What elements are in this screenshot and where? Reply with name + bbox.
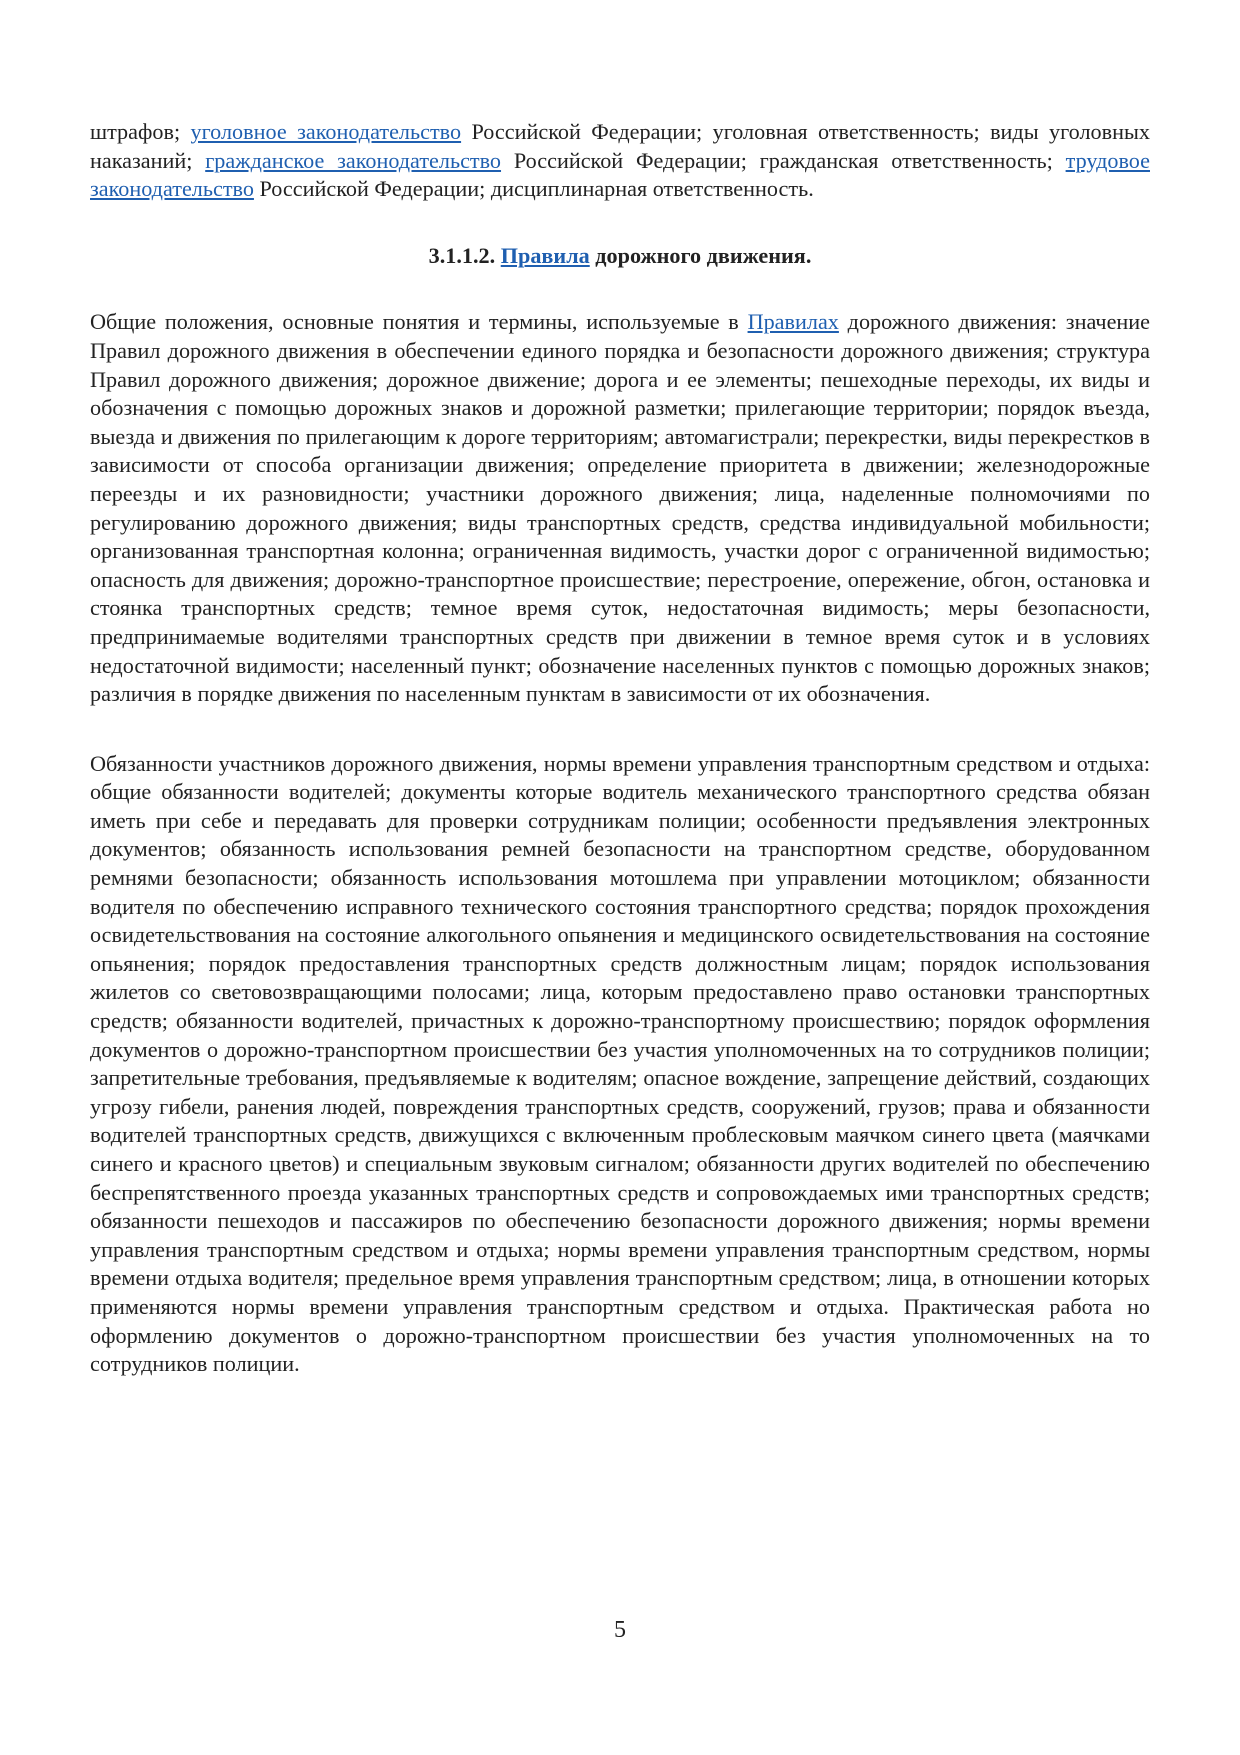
paragraph1-text-2: дорожного движения: значение Правил дорожного движения в обеспечении единого порядка и безопасности дорожного движения; структура Правил дорожного движения; дорожное движение; дорога и ее элементы; пешеходные переходы, их виды и обозначения с помощью дорожных знаков и дорожной разметки; прилегающие территории; порядок въезда, выезда и движения по прилегающим к дороге территориям; автомагистрали; перекрестки, виды перекрестков в зависимости от способа организации движения; определение приоритета в движении; железнодорожные переезды и их разновидности; участники дорожного движения; лица, наделенные полномочиями по регулированию дорожного движения; виды транспортных средств, средства индивидуальной мобильности; организованная транспортная колонна; ограниченная видимость, участки дорог с ограниченной видимостью; опасность для движения; дорожно-транспортное происшествие; перестроение, опережение, обгон, остановка и стоянка транспортных средств; темное время суток, недостаточная видимость; меры безопасности, предпринимаемые водителями транспортных средств при движении в темное время суток и в условиях недостаточной видимости; населенный пункт; обозначение населенных пунктов с помощью дорожных знаков; различия в порядке движения по населенным пунктам в зависимости от их обозначения. (90, 309, 1151, 707)
link-criminal-law[interactable]: уголовное законодательство (190, 119, 462, 144)
paragraph1-text-1: Общие положения, основные понятия и термины, используемые в (90, 309, 748, 335)
link-civil-law[interactable]: гражданское законодательство (205, 147, 502, 173)
duties-paragraph: Обязанности участников дорожного движения, нормы времени управления транспортным средством и отдыха: общие обязанности водителей; документы которые водитель механического транспортного средства обязан иметь при себе и передавать для проверки сотрудникам полиции; особенности предъявления электронных документов; обязанность использования ремней безопасности на транспортном средстве, оборудованном ремнями безопасности; обязанность использования мотошлема при управлении мотоциклом; обязанности водителя по обеспечению исправного технического состояния транспортного средства; порядок прохождения освидетельствования на состояние алкогольного опьянения и медицинского освидетельствования на состояние опьянения; порядок предоставления транспортных средств должностным лицам; порядок использования жилетов со световозвращающими полосами; лица, которым предоставлено право остановки транспортных средств; обязанности водителей, причастных к дорожно-транспортному происшествию; порядок оформления документов о дорожно-транспортном происшествии без участия уполномоченных на то сотрудников полиции; запретительные требования, предъявляемые к водителям; опасное вождение, запрещение действий, создающих угрозу гибели, ранения людей, повреждения транспортных средств, сооружений, грузов; права и обязанности водителей транспортных средств, движущихся с включенным проблесковым маячком синего цвета (маячками синего и красного цветов) и специальным звуковым сигналом; обязанности других водителей по обеспечению беспрепятственного проезда указанных транспортных средств и сопровождаемых ими транспортных средств; обязанности пешеходов и пассажиров по обеспечению безопасности дорожного движения; нормы времени управления транспортным средством и отдыха; нормы времени управления транспортным средством, нормы времени отдыха водителя; предельное время управления транспортным средством; лица, в отношении которых применяются нормы времени управления транспортным средством и отдыха. Практическая работа но оформлению документов о дорожно-транспортном происшествии без участия уполномоченных на то сотрудников полиции. (90, 750, 1150, 1377)
page-number: 5 (614, 1617, 626, 1643)
intro-text-4: Российской Федерации; дисциплинарная ответственность. (253, 176, 814, 202)
link-labor-law[interactable]: трудовое законодательство (90, 147, 1150, 202)
intro-text-1: штрафов; (90, 119, 191, 144)
intro-paragraph (90, 118, 1150, 204)
section-title: дорожного движения. (589, 242, 812, 268)
general-provisions-paragraph (90, 308, 1150, 708)
section-heading (90, 242, 1150, 271)
document-page (90, 118, 1150, 1379)
section-number: 3.1.1.2. (428, 242, 501, 268)
intro-text-2: Российской Федерации; уголовная ответственность; виды уголовных наказаний; (90, 119, 1151, 173)
link-rules-text[interactable]: Правилах (747, 309, 839, 335)
link-rules-heading[interactable]: Правила (500, 242, 590, 268)
paragraph-spacer (90, 709, 1150, 750)
intro-text-3: Российской Федерации; гражданская ответственность; (501, 147, 1066, 173)
